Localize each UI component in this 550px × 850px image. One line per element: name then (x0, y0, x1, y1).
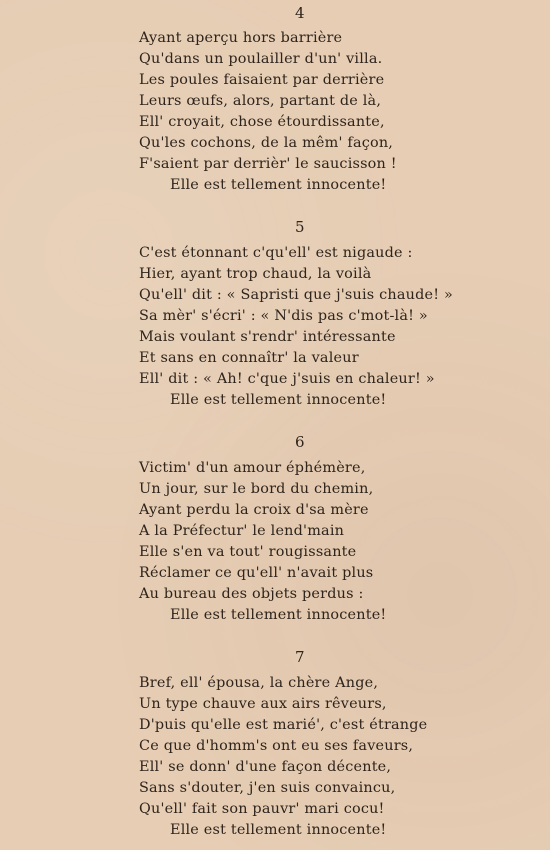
verse-line: Sans s'douter, j'en suis convaincu, (139, 780, 396, 796)
refrain-line: Elle est tellement innocente! (170, 392, 387, 408)
verse-line: Qu'ell' dit : « Sapristi que j'suis chaude! » (139, 287, 453, 303)
verse-line: Réclamer ce qu'ell' n'avait plus (139, 565, 374, 581)
stanza-number: 5 (294, 218, 306, 236)
stanza-number: 4 (294, 4, 306, 22)
verse-line: A la Préfectur' le lend'main (139, 523, 345, 539)
refrain-line: Elle est tellement innocente! (170, 177, 387, 193)
verse-line: Ayant aperçu hors barrière (139, 30, 343, 46)
verse-line: Hier, ayant trop chaud, la voilà (139, 266, 372, 282)
verse-line: Bref, ell' épousa, la chère Ange, (139, 675, 379, 691)
verse-line: Elle s'en va tout' rougissante (139, 544, 357, 560)
verse-line: Qu'dans un poulailler d'un' villa. (139, 51, 383, 67)
verse-line: Au bureau des objets perdus : (139, 586, 364, 602)
verse-line: Ce que d'homm's ont eu ses faveurs, (139, 738, 414, 754)
stanza-number: 6 (294, 433, 306, 451)
verse-line: Ayant perdu la croix d'sa mère (139, 502, 369, 518)
verse-line: Ell' se donn' d'une façon décente, (139, 759, 392, 775)
verse-line: Qu'les cochons, de la mêm' façon, (139, 135, 394, 151)
verse-line: C'est étonnant c'qu'ell' est nigaude : (139, 245, 413, 261)
verse-line: Qu'ell' fait son pauvr' mari cocu! (139, 801, 385, 817)
verse-line: Les poules faisaient par derrière (139, 72, 385, 88)
verse-line: Ell' croyait, chose étourdissante, (139, 114, 385, 130)
verse-line: Un jour, sur le bord du chemin, (139, 481, 374, 497)
verse-line: Mais voulant s'rendr' intéressante (139, 329, 396, 345)
verse-line: D'puis qu'elle est marié', c'est étrange (139, 717, 428, 733)
refrain-line: Elle est tellement innocente! (170, 822, 387, 838)
verse-line: F'saient par derrièr' le saucisson ! (139, 156, 397, 172)
verse-line: Et sans en connaîtr' la valeur (139, 350, 359, 366)
refrain-line: Elle est tellement innocente! (170, 607, 387, 623)
verse-line: Un type chauve aux airs rêveurs, (139, 696, 387, 712)
verse-line: Victim' d'un amour éphémère, (139, 460, 366, 476)
stanza-number: 7 (294, 648, 306, 666)
verse-line: Sa mèr' s'écri' : « N'dis pas c'mot-là! » (139, 308, 428, 324)
verse-line: Leurs œufs, alors, partant de là, (139, 93, 382, 109)
verse-line: Ell' dit : « Ah! c'que j'suis en chaleur! » (139, 371, 435, 387)
